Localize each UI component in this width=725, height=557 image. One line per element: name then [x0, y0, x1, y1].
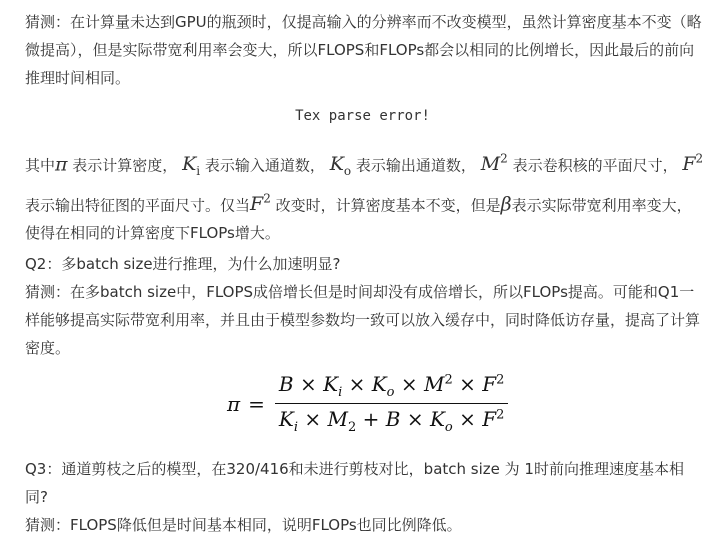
- text-segment: 表示实际带宽利用率变大，使得在相同的计算密度下FLOPs增大。: [25, 196, 692, 243]
- formula-equals: =: [248, 391, 265, 416]
- q2-answer: 猜测：在多batch size中，FLOPS成倍增长但是时间却没有成倍增长，所以FLOPs提高。可能和Q1一样能够提高实际带宽利用率，并且由于模型参数均一致可以放入缓存中，同时降低访存量，提高了计算密度。: [25, 283, 701, 357]
- text-segment: 表示输入通道数，: [200, 156, 325, 175]
- formula-denominator: $K_i \times M_2 + B \times K_o \times F^2$: [278, 407, 505, 435]
- tex-parse-error: Tex parse error!: [295, 108, 430, 124]
- math-ko: $K_o$: [329, 153, 352, 179]
- text-segment: 改变时，计算密度基本不变，但是: [270, 196, 501, 215]
- formula-compute-density: [227, 372, 508, 435]
- paragraph-variable-definitions: [25, 145, 705, 247]
- text-segment: 表示计算密度，: [67, 156, 178, 175]
- math-pi: π: [55, 153, 68, 176]
- formula-lhs: π: [227, 391, 241, 416]
- text-segment: 其中: [25, 156, 56, 175]
- text-segment: 表示卷积核的平面尺寸，: [507, 156, 678, 175]
- text-segment: 表示输出通道数，: [351, 156, 476, 175]
- math-f2: $F^2$: [250, 192, 271, 216]
- paragraph-q2: [25, 250, 705, 362]
- paragraph-q3: [25, 455, 705, 539]
- formula-numerator: $B \times K_i \times K_o \times M^2 \times F^2$: [278, 372, 505, 400]
- q2-question: Q2：多batch size进行推理，为什么加速明显?: [25, 255, 341, 273]
- q3-answer: 猜测：FLOPS降低但是时间基本相同，说明FLOPs也同比例降低。: [25, 516, 462, 534]
- math-m2: $M^2$: [480, 152, 508, 176]
- math-ki: $K_i$: [182, 153, 201, 179]
- math-beta: β: [500, 193, 512, 216]
- text-segment: 表示输出特征图的平面尺寸。仅当: [25, 196, 251, 215]
- guess-q1-text: 猜测：在计算量未达到GPU的瓶颈时，仅提高输入的分辨率而不改变模型，虽然计算密度基本不变（略微提高），但是实际带宽利用率会变大，所以FLOPS和FLOPs都会以相同的比例增长，因此最后的前向推理时间相同。: [25, 13, 702, 87]
- formula-fraction: [275, 372, 508, 435]
- math-f2: $F^2$: [682, 152, 704, 176]
- paragraph-guess-q1: [25, 8, 705, 92]
- q3-question: Q3：通道剪枝之后的模型，在320/416和未进行剪枝对比，batch size 为 1时前向推理速度基本相同?: [25, 460, 684, 506]
